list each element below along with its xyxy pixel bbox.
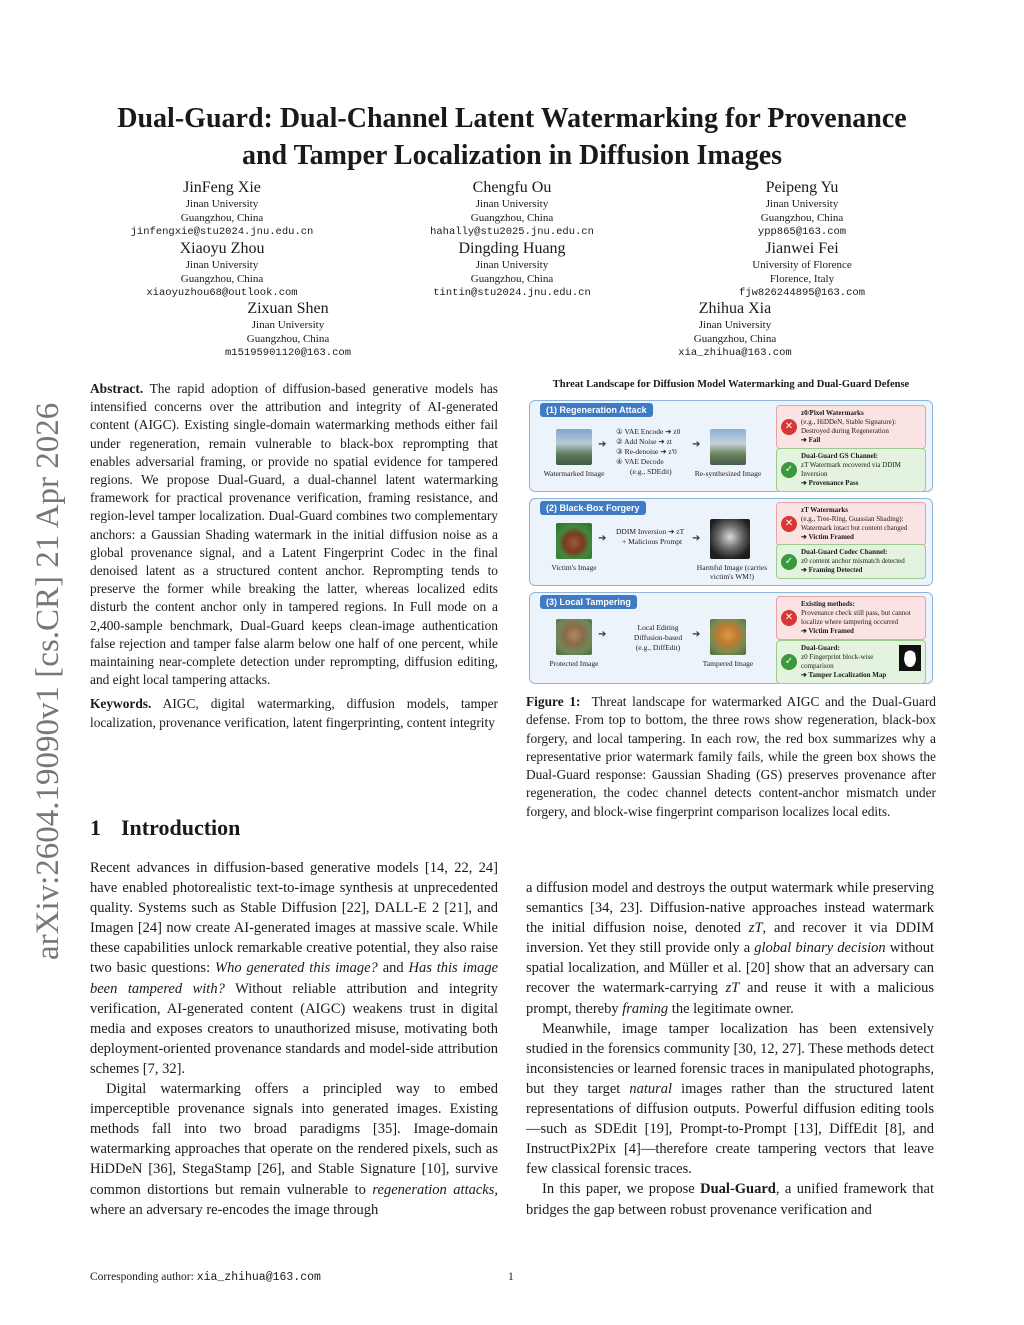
image-caption: Tampered Image xyxy=(702,659,754,668)
section-number: 1 xyxy=(90,815,101,840)
text-run: and reuse it with a malicious prompt, thereby xyxy=(526,980,934,1017)
author-email[interactable]: fjw826244895@163.com xyxy=(738,287,866,299)
box-result: ➔ Tamper Localization Map xyxy=(801,671,887,679)
author-affiliation: Jinan University xyxy=(185,198,259,210)
author-name: Chengfu Ou xyxy=(472,179,552,196)
panel-header: (2) Black-Box Forgery xyxy=(540,501,646,515)
page-number: 1 xyxy=(508,1271,514,1283)
box-result: ➔ Victim Framed xyxy=(801,533,854,541)
footnote-email[interactable]: xia_zhihua@163.com xyxy=(196,1271,321,1284)
author-affiliation: University of Florence xyxy=(752,259,852,271)
author-name: Zhihua Xia xyxy=(698,300,772,317)
box-title: Existing methods: xyxy=(801,600,855,608)
author-location: Guangzhou, China xyxy=(180,272,264,285)
author-location: Guangzhou, China xyxy=(693,332,777,345)
abstract-text: The rapid adoption of diffusion-based generative models has intensified concerns over the attribution and integrity of AI-generated content (AIGC). Existing single-domain watermarking methods either fail under regeneration, remain vulnerable to black-box reprompting that enables adversarial framing, or provide no spatial evidence for tampered regions. We propose Dual-Guard, a dual-channel latent watermarking framework for practical provenance verification, framing resistance, and region-level tamper localization. Dual-Guard combines two complementary anchors: a Gaussian Shading watermark in the initial diffusion noise as a global provenance signal, and a Latent Fingerprint Codec in the final denoised latent as a structured content anchor. Reprompting tends to preserve the former while breaking the latter, whereas localized edits disturb the content anchor only in tampered regions. In Full mode on a 2,400-sample benchmark, Dual-Guard keeps clean-image authentication false rejection and tamper false alarm below one half of one percent, while maintaining near-complete detection under reprompting, diffusion editing, and eight local tampering attacks. xyxy=(90,381,498,688)
method-name: Dual-Guard xyxy=(700,1181,776,1198)
step: DDIM Inversion ➔ zT xyxy=(616,527,685,536)
step: ① VAE Encode ➔ z0 xyxy=(616,427,681,436)
keywords-text: AIGC, digital watermarking, diffusion models, tamper localization, provenance verification, latent fingerprinting, content integrity xyxy=(90,696,499,730)
panel-header: (3) Local Tampering xyxy=(540,595,637,609)
panel-header: (1) Regeneration Attack xyxy=(540,403,653,417)
author-name: Dingding Huang xyxy=(458,240,566,257)
watermarked-image xyxy=(556,429,592,465)
box-result: ➔ Framing Detected xyxy=(801,566,863,574)
author-location: Florence, Italy xyxy=(769,272,835,285)
pass-box xyxy=(776,544,926,579)
author-email[interactable]: xiaoyuzhou68@outlook.com xyxy=(146,287,298,299)
abstract xyxy=(90,380,498,689)
text-run: Without reliable attribution and integrity verification, AI-generated content (AIGC) weakens trust in digital media and exposes creators to unauthorized misuse, motivating both deployment-oriented provenance standards and model-side attribution schemes [7, 32]. xyxy=(90,980,498,1077)
step: ③ Re-denoise ➔ z'0 xyxy=(616,447,677,456)
image-caption: Watermarked Image xyxy=(543,469,605,478)
section-heading-introduction xyxy=(90,815,240,841)
fail-x-icon: ✕ xyxy=(781,610,797,626)
forgery-steps xyxy=(616,527,684,547)
paper-title xyxy=(80,100,944,174)
author-location: Guangzhou, China xyxy=(760,211,844,224)
author-name: Jianwei Fei xyxy=(765,240,839,257)
author-email[interactable]: ypp865@163.com xyxy=(757,226,847,238)
author-email[interactable]: tintin@stu2024.jnu.edu.cn xyxy=(433,287,591,299)
tampered-image xyxy=(710,619,746,655)
paragraph xyxy=(526,1179,934,1219)
arrow-icon: ➔ xyxy=(598,439,607,450)
paragraph xyxy=(526,878,934,1019)
arrow-icon: ➔ xyxy=(692,533,701,544)
protected-image xyxy=(556,619,592,655)
title-line-2: and Tamper Localization in Diffusion Images xyxy=(241,140,783,171)
fail-box xyxy=(776,596,926,640)
author-block xyxy=(382,178,642,239)
step: ② Add Noise ➔ zt xyxy=(616,437,672,446)
box-text: z0 Fingerprint block-wise comparison xyxy=(801,653,874,670)
box-title: z0/Pixel Watermarks xyxy=(801,409,864,417)
arrow-icon: ➔ xyxy=(598,533,607,544)
emphasis: global binary decision xyxy=(754,940,886,957)
panel-regeneration-attack xyxy=(529,400,933,492)
box-title: Dual-Guard Codec Channel: xyxy=(801,548,888,556)
author-block xyxy=(92,178,352,239)
figure-1 xyxy=(526,378,936,690)
box-title: zT Watermarks xyxy=(801,506,848,514)
box-text: (e.g., Tree-Ring, Guassian Shading): Watermark intact but content changed xyxy=(801,515,908,532)
author-affiliation: Jinan University xyxy=(251,319,325,331)
paragraph xyxy=(526,1019,934,1180)
tamper-map-icon xyxy=(899,645,921,671)
author-affiliation: Jinan University xyxy=(475,259,549,271)
author-block xyxy=(672,239,932,300)
text-run: without spatial localization, and Müller et al. [20] show that an adversary can recover the watermark-carrying xyxy=(526,940,934,997)
text-run: Recent advances in diffusion-based generative models [14, 22, 24] have enabled photorealistic text-to-image synthesis at unprecedented quality. Systems such as Stable Diffusion [22], DALL-E 2 [21], and Imagen [24] now create AI-generated images at massive scale. While these capabilities unlock remarkable creative potential, they also raise two basic questions: xyxy=(90,860,498,977)
author-affiliation: Jinan University xyxy=(765,198,839,210)
author-name: JinFeng Xie xyxy=(183,179,261,196)
paragraph xyxy=(90,858,498,1079)
pass-box xyxy=(776,448,926,492)
keywords-label: Keywords. xyxy=(90,696,152,712)
author-affiliation: Jinan University xyxy=(698,319,772,331)
box-result: ➔ Fail xyxy=(801,436,821,444)
title-line-1: Dual-Guard: Dual-Channel Latent Watermarking for Provenance xyxy=(117,103,907,134)
text-run: images rather than the structured latent representations of diffusion outputs. Powerful diffusion editing tools—such as SDEdit [19], Prompt-to-Prompt [13], DiffEdit [8], and InstructPix2Pix [4]—therefore create tampering vectors that leave few classical forensic traces. xyxy=(526,1080,934,1178)
question-1: Who generated this image? xyxy=(214,960,378,977)
pass-check-icon: ✓ xyxy=(781,462,797,478)
step: + Malicious Prompt xyxy=(622,537,683,546)
image-caption: Harmful Image (carries victim's WM!) xyxy=(696,563,768,581)
step: Diffusion-based (e.g., DiffEdit) xyxy=(633,633,683,652)
tampering-steps xyxy=(626,623,690,653)
image-caption: Re-synthesized Image xyxy=(694,469,762,478)
paragraph xyxy=(90,1079,498,1220)
footnote-label: Corresponding author: xyxy=(90,1271,194,1283)
arrow-icon: ➔ xyxy=(692,629,701,640)
image-caption: Protected Image xyxy=(549,659,599,668)
question-2: Has this image been tampered with? xyxy=(90,960,498,997)
panel-local-tampering xyxy=(529,592,933,684)
text-run: In this paper, we propose xyxy=(542,1181,701,1198)
figure-title: Threat Landscape for Diffusion Model Watermarking and Dual-Guard Defense xyxy=(552,379,910,390)
box-text: Provenance check still pass, but cannot localize where tampering occurred xyxy=(801,609,911,626)
step: Local Editing xyxy=(637,623,679,632)
math-zT: zT xyxy=(748,920,763,937)
abstract-label: Abstract. xyxy=(90,381,144,396)
harmful-image xyxy=(710,519,750,559)
step: ④ VAE Decode xyxy=(616,457,664,466)
text-run: and xyxy=(377,960,409,977)
author-email[interactable]: jinfengxie@stu2024.jnu.edu.cn xyxy=(130,226,314,238)
section-title: Introduction xyxy=(121,815,241,840)
author-name: Zixuan Shen xyxy=(247,300,329,317)
footnote xyxy=(90,1271,321,1284)
figure-caption xyxy=(526,693,936,821)
author-location: Guangzhou, China xyxy=(180,211,264,224)
box-text: zT Watermark recovered via DDIM Inversion xyxy=(801,461,901,478)
caption-label: Figure 1: xyxy=(526,694,581,709)
abstract-section xyxy=(90,380,498,738)
image-caption: Victim's Image xyxy=(551,563,597,572)
box-title: Dual-Guard GS Channel: xyxy=(801,452,879,460)
author-block xyxy=(605,299,865,360)
pass-check-icon: ✓ xyxy=(781,654,797,670)
box-result: ➔ Victim Framed xyxy=(801,627,854,635)
box-result: ➔ Provenance Pass xyxy=(801,479,859,487)
keywords xyxy=(90,695,498,731)
text-run: , a unified framework that bridges the gap between robust provenance verification and xyxy=(526,1181,935,1218)
text-run: , and recover it via DDIM inversion. Yet they still provide only a xyxy=(526,920,934,957)
arrow-icon: ➔ xyxy=(692,439,701,450)
text-run: a diffusion model and destroys the output watermark while preserving semantics [34, 23]. Diffusion-native approaches instead watermark the initial diffusion noise, denoted xyxy=(526,880,934,937)
fail-x-icon: ✕ xyxy=(781,419,797,435)
author-affiliation: Jinan University xyxy=(185,259,259,271)
emphasis: framing xyxy=(622,1000,669,1017)
regeneration-steps xyxy=(616,427,680,477)
panel-black-box-forgery xyxy=(529,498,933,586)
intro-right-column xyxy=(526,878,934,1220)
author-block xyxy=(158,299,418,360)
text-run: the legitimate owner. xyxy=(668,1000,794,1017)
fail-box xyxy=(776,405,926,449)
math-zT: zT xyxy=(725,980,740,997)
author-location: Guangzhou, China xyxy=(470,272,554,285)
emphasis: natural xyxy=(629,1080,673,1097)
intro-left-column xyxy=(90,858,498,1220)
fail-box xyxy=(776,502,926,546)
resynthesized-image xyxy=(710,429,746,465)
arxiv-identifier: arXiv:2604.19090v1 [cs.CR] 21 Apr 2026 xyxy=(30,402,66,960)
step-example: (e.g., SDEdit) xyxy=(630,467,672,476)
author-name: Peipeng Yu xyxy=(765,179,839,196)
author-affiliation: Jinan University xyxy=(475,198,549,210)
author-email[interactable]: xia_zhihua@163.com xyxy=(678,347,792,359)
emphasis: regeneration attacks xyxy=(372,1181,495,1198)
fail-x-icon: ✕ xyxy=(781,516,797,532)
author-block xyxy=(382,239,642,300)
caption-text: Threat landscape for watermarked AIGC and the Dual-Guard defense. From top to bottom, the three rows show regeneration, black-box forgery, and local tampering. In each row, the red box summarizes why a representative prior watermark family fails, while the green box shows the Dual-Guard response: Gaussian Shading (GS) preserves provenance after regeneration, the codec channel detects content-anchor mismatch under forgery, and block-wise fingerprint comparison localizes local edits. xyxy=(526,694,936,819)
author-block xyxy=(92,239,352,300)
author-location: Guangzhou, China xyxy=(246,332,330,345)
box-title: Dual-Guard: xyxy=(801,644,840,652)
text-run: Digital watermarking offers a principled way to embed imperceptible provenance signals into generated images. Existing methods fall into two broad paradigms [35]. Image-domain watermarking approaches that operate on the rendered pixels, such as HiDDeN [36], StegaStamp [26], and Stable Signature [10], survive common distortions but remain vulnerable to xyxy=(90,1081,498,1198)
author-name: Xiaoyu Zhou xyxy=(179,240,265,257)
box-text: (e.g., HiDDeN, Stable Signature): Destroyed during Regeneration xyxy=(801,418,897,435)
pass-check-icon: ✓ xyxy=(781,554,797,570)
author-block xyxy=(672,178,932,239)
text-run: Meanwhile, image tamper localization has been extensively studied in the forensics community [30, 12, 27]. These methods detect inconsistencies or learned forensic traces in manipulated photographs, but they target xyxy=(526,1020,934,1097)
author-email[interactable]: m15195901120@163.com xyxy=(224,347,352,359)
author-location: Guangzhou, China xyxy=(470,211,554,224)
arrow-icon: ➔ xyxy=(598,629,607,640)
victim-image xyxy=(556,523,592,559)
author-email[interactable]: hahally@stu2025.jnu.edu.cn xyxy=(430,226,594,238)
box-text: z0 content anchor mismatch detected xyxy=(801,557,905,565)
pass-box xyxy=(776,640,926,684)
text-run: , where an adversary re-encodes the image through xyxy=(90,1181,498,1218)
